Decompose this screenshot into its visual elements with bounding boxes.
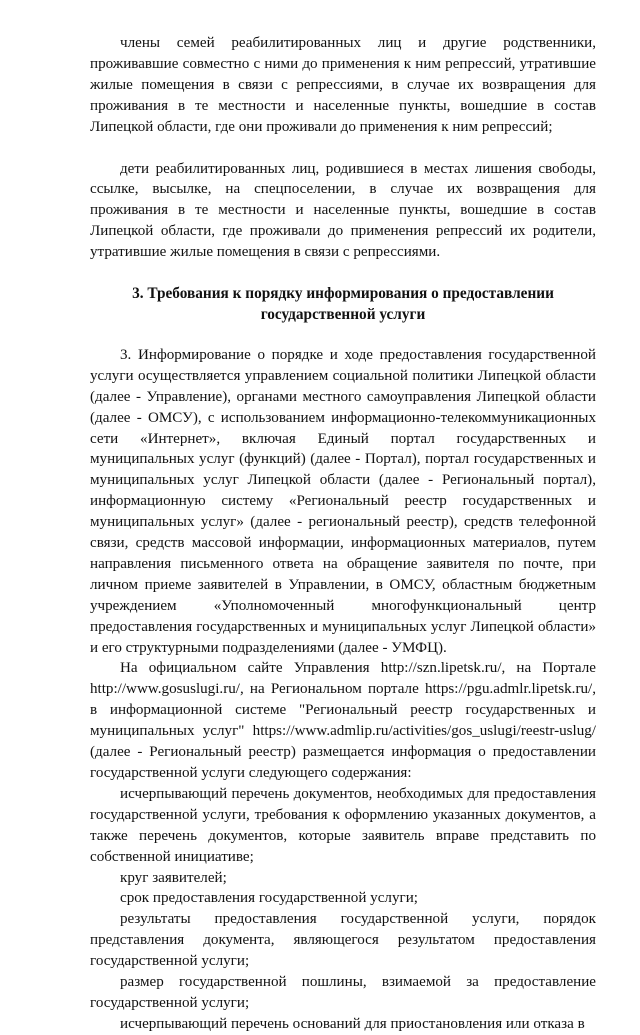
- list-item-applicants: круг заявителей;: [120, 869, 227, 886]
- paragraph-informing-procedure: 3. Информирование о порядке и ходе предоставления государственной услуги осуществляется управлением социальной политики Липецкой области (далее - Управление), органами местного самоуправления Липецкой области (далее - ОМСУ), с использованием информационно-телекоммуникационных сети «Интернет», включая Единый портал государственных и муниципальных услуг (функций) (далее - Портал), портал государственных и муниципальных услуг Липецкой области (далее - Региональный портал), информационную систему «Региональный реестр государственных и муниципальных услуг» (далее - региональный реестр), средств телефонной связи, средств массовой информации, информационных материалов, путем направления письменного ответа на обращение заявителя по почте, при личном приеме заявителей в Управлении, в ОМСУ, областным бюджетным учреждением «Уполномоченный многофункциональный центр предоставления государственных и муниципальных услуг Липецкой области» и его структурными подразделениями (далее - УМФЦ).: [90, 346, 596, 656]
- document-page: [90, 33, 596, 1035]
- list-item-grounds-for-suspension: исчерпывающий перечень оснований для приостановления или отказа в: [120, 1015, 585, 1032]
- paragraph-official-sites: На официальном сайте Управления http://szn.lipetsk.ru/, на Портале http://www.gosuslugi.ru/, на Региональном портале https://pgu.admlr.lipetsk.ru/, в информационной системе "Региональный реестр государственных и муниципальных услуг" https://www.admlip.ru/activities/gos_uslugi/reestr-uslug/ (далее - Региональный реестр) размещается информация о предоставлении государственной услуги следующего содержания:: [90, 660, 596, 781]
- section-heading: 3. Требования к порядку информирования о предоставлении государственной услуги: [132, 285, 554, 323]
- list-item-term: срок предоставления государственной услуги;: [120, 890, 418, 907]
- list-item-results: результаты предоставления государственной услуги, порядок представления документа, являющегося результатом предоставления государственной услуги;: [90, 911, 596, 970]
- paragraph-rehabilitated-family-members: члены семей реабилитированных лиц и другие родственники, проживавшие совместно с ними до применения к ним репрессий, утратившие жилые помещения в связи с репрессиями, в случае их возвращения для проживания в те местности и населенные пункты, вошедшие в состав Липецкой области, где они проживали до применения к ним репрессий;: [90, 35, 596, 135]
- paragraph-spacer: [90, 138, 596, 159]
- heading-spacer: [90, 326, 596, 345]
- list-item-state-fee: размер государственной пошлины, взимаемой за предоставление государственной услуги;: [90, 974, 596, 1011]
- list-item-documents: исчерпывающий перечень документов, необходимых для предоставления государственной услуги, требования к оформлению указанных документов, а также перечень документов, которые заявитель вправе представить по собственной инициативе;: [90, 785, 596, 865]
- paragraph-children-of-rehabilitated: дети реабилитированных лиц, родившиеся в местах лишения свободы, ссылке, высылке, на спецпоселении, в случае их возвращения для проживания в те местности и населенные пункты, вошедшие в состав Липецкой области, где проживали до применения репрессий их родители, утратившие жилые помещения в связи с репрессиями.: [90, 160, 596, 261]
- paragraph-spacer: [90, 263, 596, 284]
